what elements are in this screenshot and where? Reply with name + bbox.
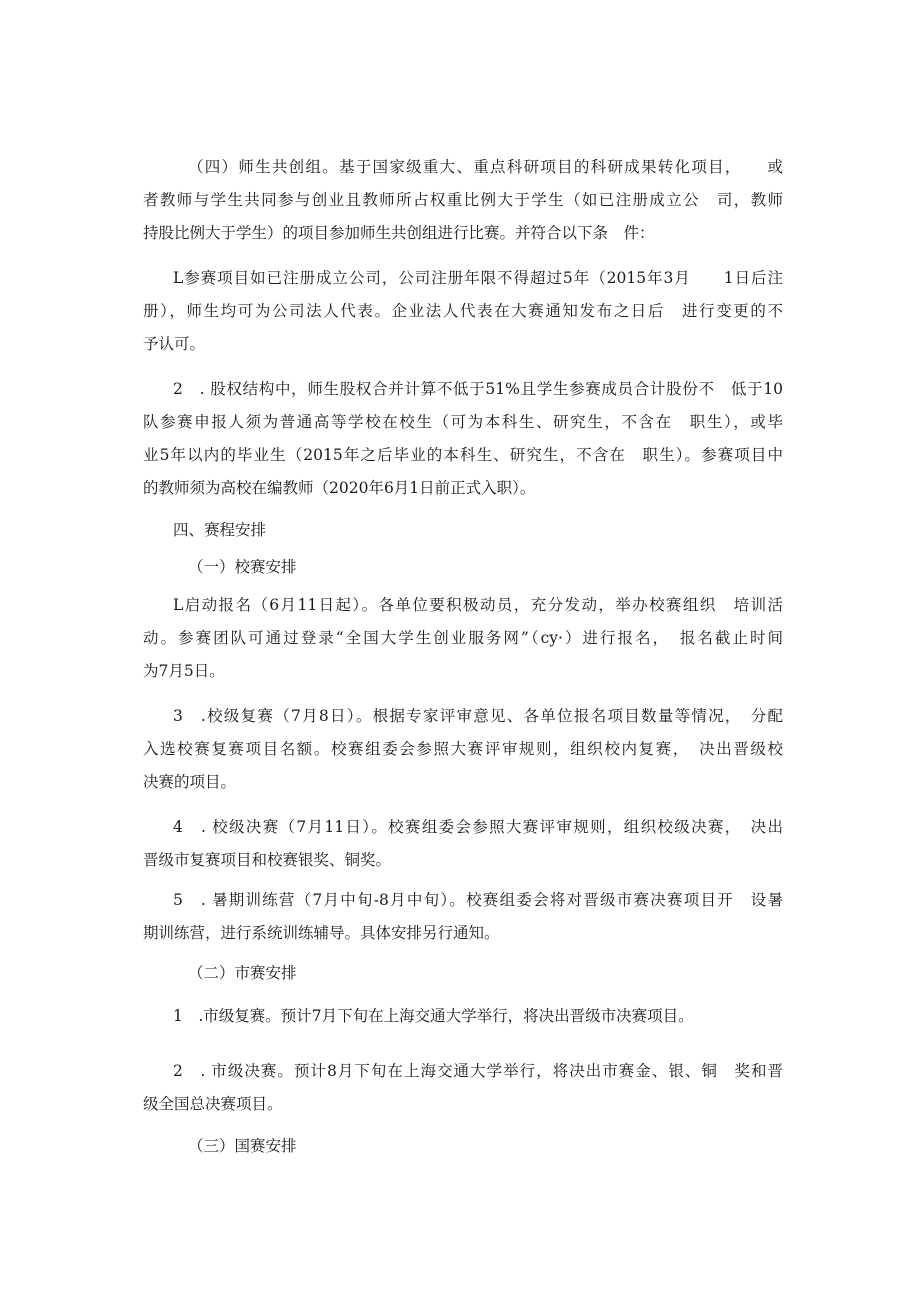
school-item-1-line-1: L启动报名（6月11日起）。各单位要积极动员，充分发动，举办校赛组织 培训活 bbox=[173, 596, 783, 614]
item-2-line-3: 业5年以内的毕业生（2015年之后毕业的本科生、研究生，不含在 职生）。参赛项目中 bbox=[143, 446, 783, 464]
city-item-1: 1 .市级复赛。预计7月下旬在上海交通大学举行，将决出晋级市决赛项目。 bbox=[173, 1007, 694, 1025]
para-4-line-1: （四）师生共创组。基于国家级重大、重点科研项目的科研成果转化项目， 或 bbox=[188, 158, 783, 176]
subheading-city: （二）市赛安排 bbox=[188, 964, 297, 982]
school-item-4-line-1: 4 . 校级决赛（7月11日）。校赛组委会参照大赛评审规则，组织校级决赛， 决出 bbox=[173, 818, 783, 836]
school-item-5-line-2: 期训练营，进行系统训练辅导。具体安排另行通知。 bbox=[143, 924, 500, 942]
item-1-line-3: 予认可。 bbox=[143, 335, 206, 353]
school-item-3-line-1: 3 .校级复赛（7月8日）。根据专家评审意见、各单位报名项目数量等情况， 分配 bbox=[173, 707, 783, 725]
item-2-line-4: 的教师须为高校在编教师（2020年6月1日前正式入职）。 bbox=[143, 479, 536, 497]
item-1-line-1: L参赛项目如已注册成立公司，公司注册年限不得超过5年（2015年3月 1日后注 bbox=[173, 269, 783, 287]
item-1-line-2: 册），师生均可为公司法人代表。企业法人代表在大赛通知发布之日后 进行变更的不 bbox=[143, 302, 783, 320]
school-item-3-line-3: 决赛的项目。 bbox=[143, 773, 237, 791]
item-2-line-1: 2 . 股权结构中，师生股权合并计算不低于51%且学生参赛成员合计股份不 低于10 bbox=[173, 380, 783, 398]
para-4-line-3: 持股比例大于学生）的项目参加师生共创组进行比赛。并符合以下条 件： bbox=[143, 224, 655, 242]
section-heading-schedule: 四、赛程安排 bbox=[173, 521, 267, 539]
school-item-3-line-2: 入选校赛复赛项目名额。校赛组委会参照大赛评审规则，组织校内复赛， 决出晋级校 bbox=[143, 740, 783, 758]
subheading-national: （三）国赛安排 bbox=[188, 1137, 297, 1155]
school-item-1-line-3: 为7月5日。 bbox=[143, 662, 225, 680]
city-item-2-line-2: 级全国总决赛项目。 bbox=[143, 1095, 283, 1113]
school-item-5-line-1: 5 . 暑期训练营（7月中旬-8月中旬）。校赛组委会将对晋级市赛决赛项目开 设暑 bbox=[173, 891, 783, 909]
item-2-line-2: 队参赛申报人须为普通高等学校在校生（可为本科生、研究生，不含在 职生），或毕 bbox=[143, 413, 783, 431]
school-item-1-line-2: 动。参赛团队可通过登录“全国大学生创业服务网”（cy·）进行报名， 报名截止时间 bbox=[143, 629, 783, 647]
subheading-school: （一）校赛安排 bbox=[188, 558, 297, 576]
school-item-4-line-2: 晋级市复赛项目和校赛银奖、铜奖。 bbox=[143, 851, 392, 869]
para-4-line-2: 者教师与学生共同参与创业且教师所占权重比例大于学生（如已注册成立公 司，教师 bbox=[143, 191, 783, 209]
city-item-2-line-1: 2 . 市级决赛。预计8月下旬在上海交通大学举行，将决出市赛金、银、铜 奖和晋 bbox=[173, 1062, 783, 1080]
